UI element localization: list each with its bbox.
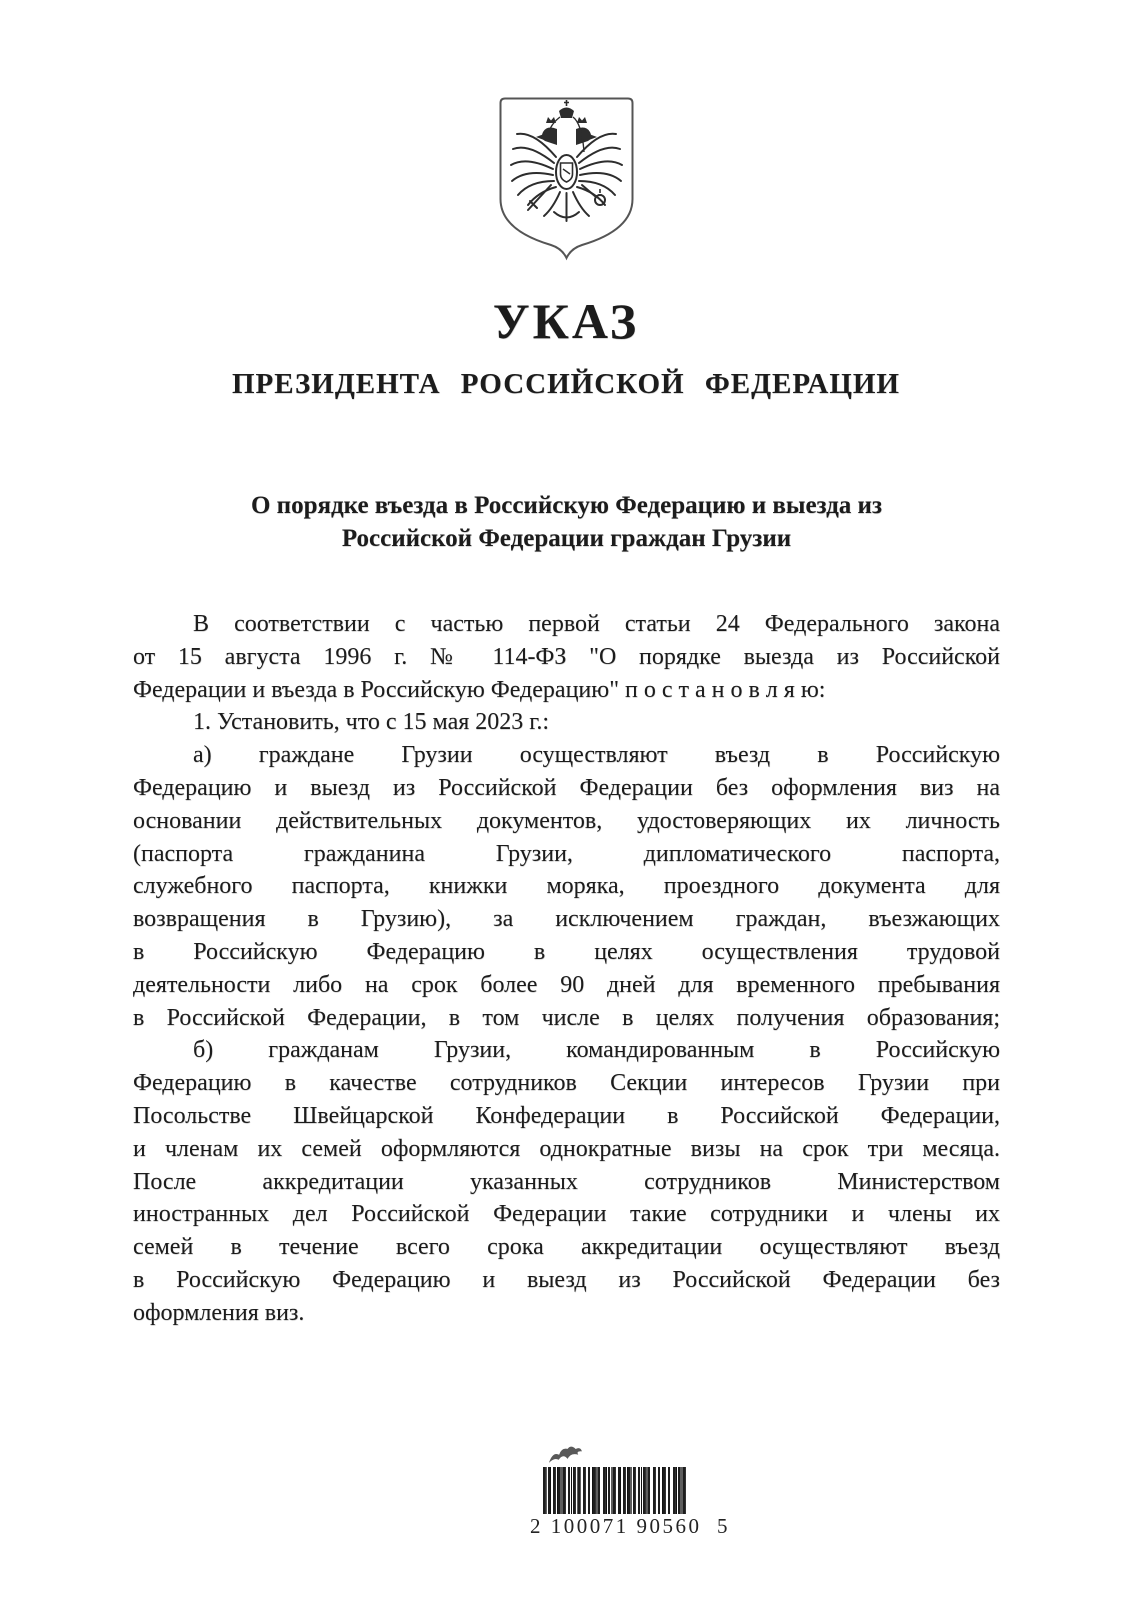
body-line: в Российскую Федерацию в целях осуществления трудовой [133,938,1000,965]
ink-mark-icon [544,1440,588,1466]
document-subtitle: ПРЕЗИДЕНТА РОССИЙСКОЙ ФЕДЕРАЦИИ [231,368,900,400]
body-line: 1. Установить, что с 15 мая 2023 г.: [193,709,550,736]
body-line: в Российскую Федерацию и выезд из Российской Федерации без [133,1266,1000,1293]
body-line: б) гражданам Грузии, командированным в Российскую [193,1037,1000,1064]
body-line: оформления виз. [133,1299,305,1326]
letterhead-emblem [0,95,1132,262]
body-line: а) граждане Грузии осуществляют въезд в Российскую [193,742,1000,769]
document-subject [133,489,1000,555]
body-line: В соответствии с частью первой статьи 24 Федерального закона [193,611,1000,637]
body-line: (паспорта гражданина Грузии, дипломатического паспорта, [133,840,1000,867]
body-line: После аккредитации указанных сотрудников Министерством [133,1168,1000,1195]
body-line: и членам их семей оформляются однократные визы на срок три месяца. [133,1135,1000,1162]
body-line: Федерации и въезда в Российскую Федерацию" п о с т а н о в л я ю: [133,676,826,703]
russian-coat-of-arms-icon [494,95,639,262]
decree-body [133,608,1000,1330]
body-line: возвращения в Грузию), за исключением граждан, въезжающих [133,906,1000,933]
subject-line: Российской Федерации граждан Грузии [341,525,792,552]
barcode [543,1467,686,1514]
subject-line: О порядке въезда в Российскую Федерацию и выезда из [250,492,882,519]
body-line: служебного паспорта, книжки моряка, проездного документа для [133,873,1000,900]
body-line: Посольстве Швейцарской Конфедерации в Российской Федерации, [133,1102,1000,1129]
body-line: Федерацию и выезд из Российской Федерации без оформления виз на [133,774,1000,801]
barcode-digits: 2 100071 90560 5 [530,1514,730,1538]
document-title: УКАЗ [492,293,640,349]
body-line: иностранных дел Российской Федерации такие сотрудники и члены их [133,1201,1000,1228]
body-line: Федерацию в качестве сотрудников Секции интересов Грузии при [133,1070,1000,1097]
body-line: от 15 августа 1996 г. № 114-ФЗ "О порядке выезда из Российской [133,643,1000,670]
body-line: основании действительных документов, удостоверяющих их личность [133,807,1000,834]
body-line: деятельности либо на срок более 90 дней для временного пребывания [133,971,1000,998]
body-line: в Российской Федерации, в том числе в целях получения образования; [133,1004,1000,1031]
barcode-block [530,1440,730,1545]
body-line: семей в течение всего срока аккредитации осуществляют въезд [133,1234,1000,1261]
